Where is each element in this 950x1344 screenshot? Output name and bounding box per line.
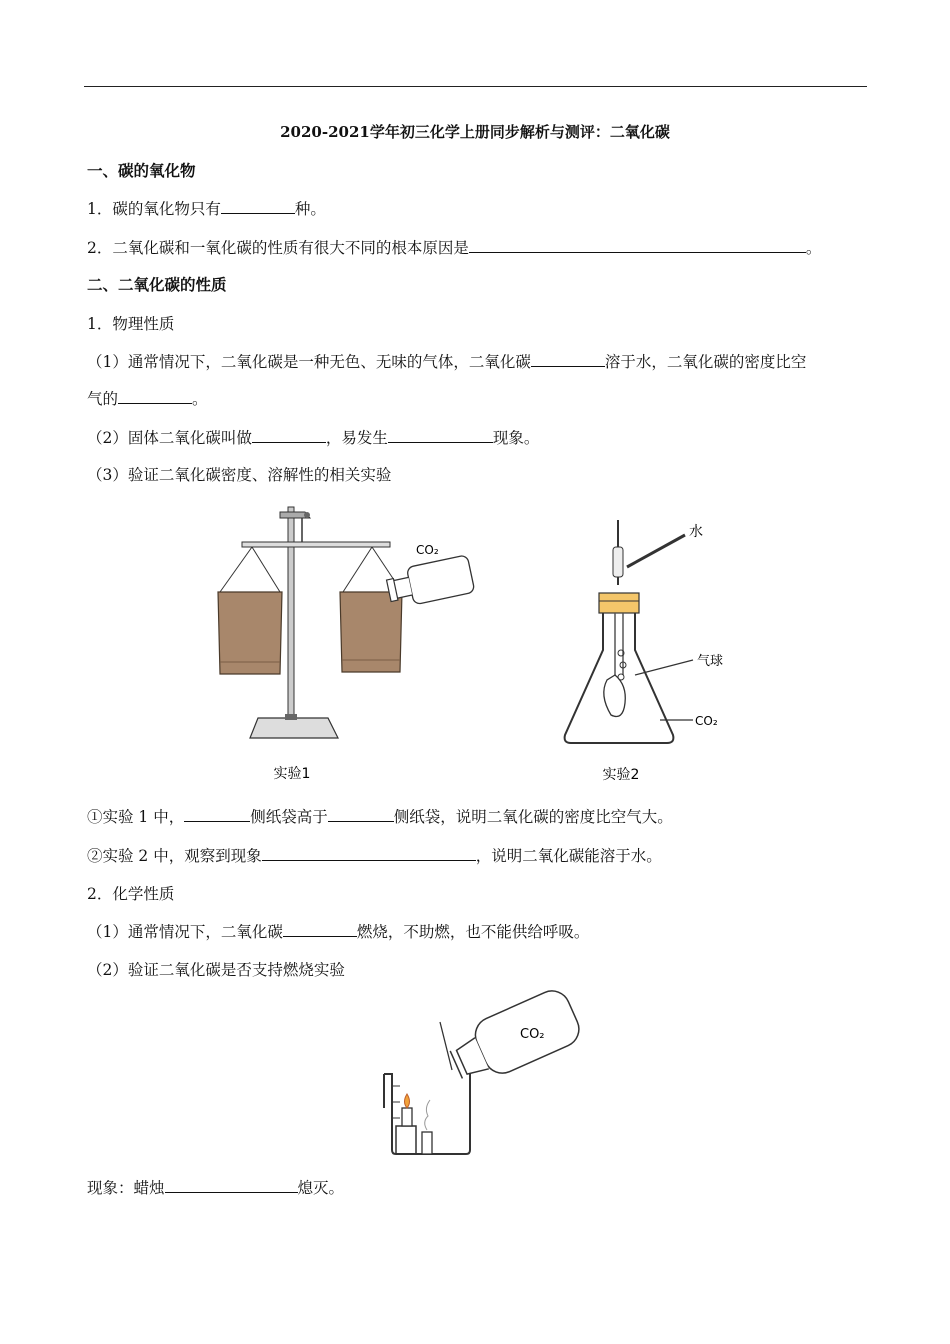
- result-suffix: 熄灭。: [297, 1179, 345, 1197]
- answer-blank[interactable]: [283, 922, 357, 937]
- answer-blank[interactable]: [165, 1178, 298, 1193]
- section-heading-carbon-oxides: 一、碳的氧化物: [87, 161, 196, 180]
- answer-blank[interactable]: [252, 428, 326, 443]
- candle-experiment-figure: [378, 990, 588, 1160]
- physical-property-2-text: （2）固体二氧化碳叫做: [87, 429, 252, 447]
- question-1-text: 1．碳的氧化物只有: [87, 200, 221, 218]
- question-2-text: 2．二氧化碳和一氧化碳的性质有很大不同的根本原因是: [87, 239, 469, 257]
- physical-properties-heading: 1．物理性质: [87, 315, 175, 333]
- experiment-2-caption: 实验2: [602, 767, 640, 783]
- chemical-property-2: （2）验证二氧化碳是否支持燃烧实验: [87, 961, 345, 979]
- experiment-2-figure: [555, 515, 745, 790]
- answer-blank[interactable]: [118, 389, 192, 404]
- experiment-1-caption: 实验1: [273, 766, 311, 782]
- question-2-suffix: 。: [805, 239, 822, 257]
- chemical-property-1-text: （1）通常情况下，二氧化碳: [87, 923, 283, 941]
- co2-label: CO₂: [416, 543, 439, 557]
- observation-2: [87, 845, 662, 867]
- question-1: [87, 198, 326, 220]
- result-line: [87, 1177, 344, 1199]
- page-title: 2020-2021学年初三化学上册同步解析与测评：二氧化碳: [280, 123, 670, 141]
- co2-label: CO₂: [520, 1027, 545, 1042]
- observation-1-suffix: 侧纸袋，说明二氧化碳的密度比空气大。: [393, 808, 673, 826]
- physical-property-1: [87, 351, 806, 373]
- co2-label: CO₂: [695, 714, 718, 728]
- header-rule: [84, 86, 867, 87]
- chemical-property-1-suffix: 燃烧，不助燃，也不能供给呼吸。: [356, 923, 590, 941]
- physical-property-2-suffix: 现象。: [492, 429, 540, 447]
- answer-blank[interactable]: [184, 807, 250, 822]
- question-2: [87, 237, 821, 259]
- balloon-label: 气球: [697, 654, 724, 669]
- answer-blank[interactable]: [328, 807, 394, 822]
- physical-property-2: [87, 427, 539, 449]
- water-label: 水: [689, 524, 703, 540]
- observation-1: [87, 806, 673, 828]
- answer-blank[interactable]: [531, 352, 605, 367]
- physical-property-1-text: （1）通常情况下，二氧化碳是一种无色、无味的气体，二氧化碳: [87, 353, 531, 371]
- answer-blank[interactable]: [469, 238, 806, 253]
- question-1-suffix: 种。: [294, 200, 326, 218]
- observation-1-text: ①实验 1 中，: [87, 808, 185, 826]
- physical-property-2-mid: ，易发生: [325, 429, 388, 447]
- result-text: 现象：蜡烛: [87, 1179, 165, 1197]
- observation-2-suffix: ，说明二氧化碳能溶于水。: [475, 847, 662, 865]
- chemical-properties-heading: 2．化学性质: [87, 885, 175, 903]
- observation-1-mid: 侧纸袋高于: [250, 808, 328, 826]
- physical-property-1-mid: 溶于水，二氧化碳的密度比空: [604, 353, 807, 371]
- physical-property-3: （3）验证二氧化碳密度、溶解性的相关实验: [87, 466, 392, 484]
- section-heading-co2-properties: 二、二氧化碳的性质: [87, 275, 227, 294]
- answer-blank[interactable]: [221, 199, 295, 214]
- experiment-1-figure: [210, 502, 480, 792]
- observation-2-text: ②实验 2 中，观察到现象: [87, 847, 262, 865]
- answer-blank[interactable]: [262, 846, 476, 861]
- answer-blank[interactable]: [388, 428, 493, 443]
- chemical-property-1: [87, 921, 589, 943]
- physical-property-1-line2-suffix: 。: [192, 390, 208, 408]
- physical-property-1-cont: [87, 388, 208, 410]
- physical-property-1-line2: 气的: [87, 390, 119, 408]
